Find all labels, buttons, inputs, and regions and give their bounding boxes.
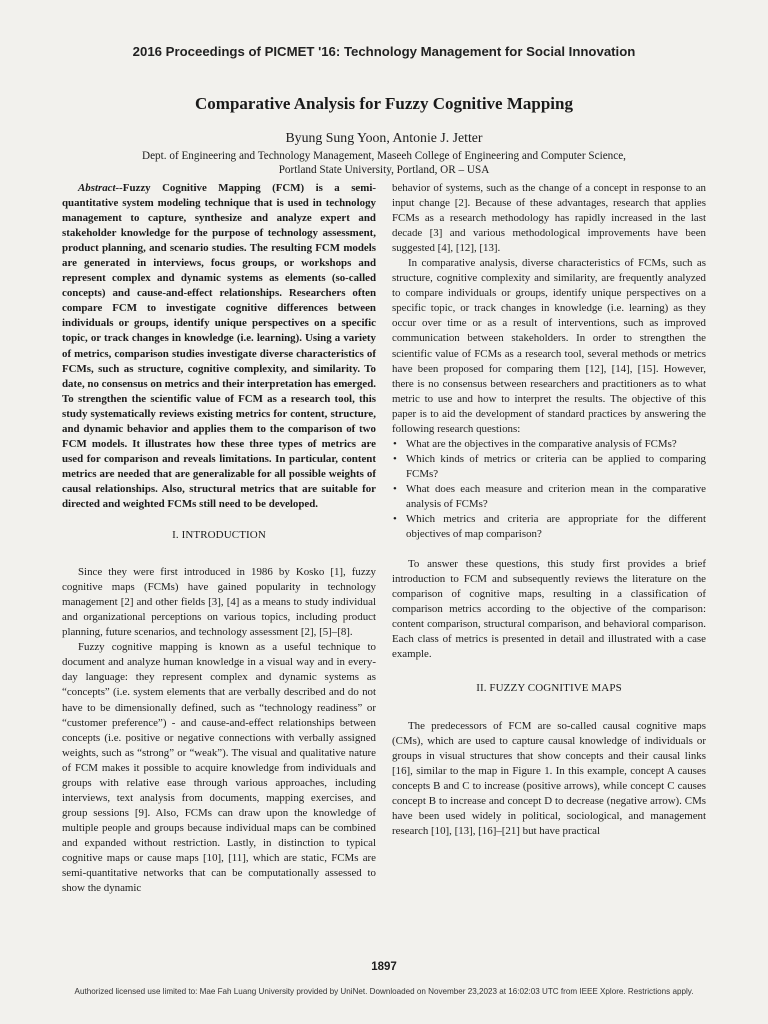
proceedings-header: 2016 Proceedings of PICMET '16: Technology Management for Social Innovation xyxy=(132,44,636,59)
affiliation-line-1: Dept. of Engineering and Technology Management, Maseeh College of Engineering and Computer Science, xyxy=(142,150,626,162)
research-question xyxy=(392,482,706,512)
research-question-text: What does each measure and criterion mean in the comparative analysis of FCMs? xyxy=(406,482,706,510)
license-footer: Authorized licensed use limited to: Mae Fah Luang University provided by UniNet. Downloaded on November 23,2023 at 16:02:03 UTC from IEEE Xplore. Restrictions apply. xyxy=(74,987,694,996)
author-affiliation xyxy=(0,149,768,177)
bullet-symbol: • xyxy=(393,513,397,526)
abstract-separator: -- xyxy=(115,182,123,194)
research-question xyxy=(392,512,706,542)
left-column xyxy=(62,181,376,896)
research-question-text: What are the objectives in the comparative analysis of FCMs? xyxy=(406,437,677,450)
section-heading-introduction: I. INTRODUCTION xyxy=(172,529,266,542)
research-question xyxy=(392,452,706,482)
research-question-text: Which kinds of metrics or criteria can be applied to comparing FCMs? xyxy=(406,452,706,480)
research-question xyxy=(392,437,706,452)
intro-paragraph-1: Since they were first introduced in 1986 by Kosko [1], fuzzy cognitive maps (FCMs) have gained popularity in technology management [2] and other fields [3], [4] as a means to study individual and organizational perceptions on various topics, including product planning, future scenarios, and technology assessment [2], [5]–[8]. xyxy=(62,566,376,639)
intro-closing-paragraph: To answer these questions, this study first provides a brief introduction to FCM and subsequently reviews the literature on the comparison of cognitive maps, resulting in a classification of comparison metrics according to the objective of the comparison: content comparison, structural comparison, and behavioral comparison. Each class of metrics is presented in detail and illustrated with a case example. xyxy=(392,558,706,661)
abstract xyxy=(62,181,376,512)
abstract-text: Fuzzy Cognitive Mapping (FCM) is a semi-quantitative system modeling technique that is used in technology management to capture, synthesize and analyze expert and stakeholder knowledge for the purpose of technology assessment, product planning, and scenario studies. The resulting FCM models are generated in interviews, focus groups, or workshops and represent complex and dynamic systems as elements (so-called concepts) and cause-and-effect relationships. Researchers often compare FCM to investigate cognitive differences between individuals or groups, identify unique perspectives on a specific topic, or track changes in knowledge (i.e. learning). Using a variety of metrics, comparison studies investigate diverse characteristics of FCMs, such as structure, cognitive complexity, and similarity. To date, no consensus on metrics and their interpretation has emerged. To strengthen the scientific value of FCM as a research tool, this study systematically reviews existing metrics for content, structure, and dynamic behavior and applies them to the comparison of two FCM models. It illustrates how these three types of metrics are used for comparison and reveals limitations. In particular, content metrics are needed that are generalizable for all possible weights of causal relationships. Also, structural metrics that are suitable for directed and weighted FCMs still need to be developed. xyxy=(62,182,376,510)
research-questions-list xyxy=(392,437,706,542)
affiliation-line-2: Portland State University, Portland, OR – USA xyxy=(278,164,490,176)
paper-authors: Byung Sung Yoon, Antonie J. Jetter xyxy=(285,130,483,145)
section-heading-fuzzy-cognitive-maps: II. FUZZY COGNITIVE MAPS xyxy=(476,682,622,695)
research-question-text: Which metrics and criteria are appropriate for the different objectives of map comparison? xyxy=(406,513,706,541)
page-number: 1897 xyxy=(371,961,397,973)
bullet-symbol: • xyxy=(393,482,397,495)
abstract-label: Abstract xyxy=(78,182,116,194)
paragraph-gap xyxy=(392,542,706,557)
right-column xyxy=(392,181,706,839)
fcm-paragraph-1: The predecessors of FCM are so-called causal cognitive maps (CMs), which are used to capture causal knowledge of individuals or groups in visual structures that show concepts and their causal links [16], similar to the map in Figure 1. In this example, concept A causes concepts B and C to increase (positive arrows), while concept C causes concept B to increase and concept D to decrease (negative arrow). CMs have been used widely in political, sociological, and management research [10], [13], [16]–[21] but have practical xyxy=(392,719,706,837)
intro-paragraph-2: Fuzzy cognitive mapping is known as a useful technique to document and analyze human knowledge in a visual way and in every-day language: they represent complex and dynamic systems as “concepts” (i.e. system elements that are verbally described and do not have to be dimensionally defined, such as “technology readiness” or “customer preference”) - and cause-and-effect relationships between concepts (i.e. positive or negative connections with verbally assigned weights, such as “strong” or “weak”). The visual and qualitative nature of FCM makes it possible to acquire knowledge from individuals and groups with relative ease through various approaches, including interviews, text analysis from documents, mapping exercises, and group sessions [9]. Also, FCMs can draw upon the knowledge of multiple people and groups because individual maps can be combined and expanded without restriction. Lastly, in distinction to typical cognitive maps or cause maps [10], [11], which are static, FCMs are semi-quantitative networks that can be computationally assessed to show the dynamic xyxy=(62,641,376,895)
paper-title: Comparative Analysis for Fuzzy Cognitive Mapping xyxy=(195,94,573,113)
bullet-symbol: • xyxy=(393,437,397,450)
bullet-symbol: • xyxy=(393,452,397,465)
intro-paragraph-3: In comparative analysis, diverse characteristics of FCMs, such as structure, cognitive complexity and similarity, are frequently analyzed to compare individuals or groups, identify unique perspectives on a specific topic, or track changes in knowledge (i.e. learning) as they occur over time or as a result of interventions, such as improved communication between stakeholders. In order to strengthen the scientific value of FCMs as a research tool, several methods or metrics have been proposed for comparing them [12], [14], [15]. However, there is no consensus between researchers and practitioners as to what metric to use and how to interpret the results. The objective of this paper is to aid the development of standard practices by answering the following research questions: xyxy=(392,257,706,435)
intro-paragraph-2-continued: behavior of systems, such as the change of a concept in response to an input change [2]. Because of these advantages, research that applies FCMs as a research methodology has rapidly increased in the last decade [3] and various methodological improvements have been suggested [4], [12], [13]. xyxy=(392,182,706,255)
